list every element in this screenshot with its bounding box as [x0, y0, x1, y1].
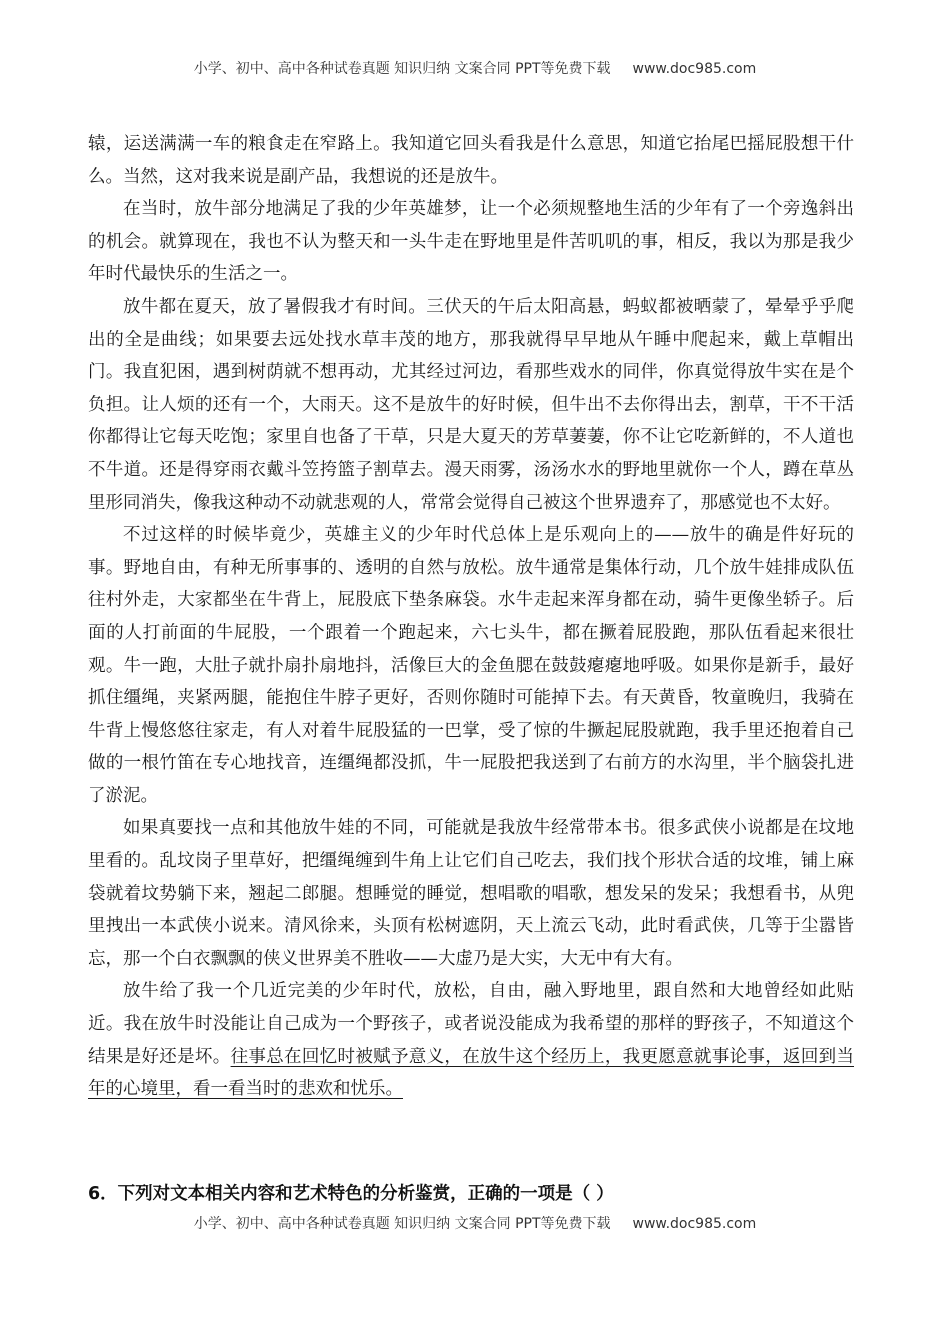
- paragraph-4: 不过这样的时候毕竟少，英雄主义的少年时代总体上是乐观向上的——放牛的确是件好玩的事。野地自由，有种无所事事的、透明的自然与放松。放牛通常是集体行动，几个放牛娃排成队伍往村外走，大家都坐在牛背上，屁股底下垫条麻袋。水牛走起来浑身都在动，骑牛更像坐轿子。后面的人打前面的牛屁股，一个跟着一个跑起来，六七头牛，都在撅着屁股跑，那队伍看起来很壮观。牛一跑，大肚子就扑扇扑扇地抖，活像巨大的金鱼腮在鼓鼓瘪瘪地呼吸。如果你是新手，最好抓住缰绳，夹紧两腿，能抱住牛脖子更好，否则你随时可能掉下去。有天黄昏，牧童晚归，我骑在牛背上慢悠悠往家走，有人对着牛屁股猛的一巴掌，受了惊的牛撅起屁股就跑，我手里还抱着自己做的一根竹笛在专心地找音，连缰绳都没抓，牛一屁股把我送到了右前方的水沟里，半个脑袋扎进了淤泥。: [88, 525, 854, 806]
- paragraph-5: 如果真要找一点和其他放牛娃的不同，可能就是我放牛经常带本书。很多武侠小说都是在坟地里看的。乱坟岗子里草好，把缰绳缠到牛角上让它们自己吃去，我们找个形状合适的坟堆，铺上麻袋就着坟势躺下来，翘起二郎腿。想睡觉的睡觉，想唱歌的唱歌，想发呆的发呆；我想看书，从兜里拽出一本武侠小说来。清风徐来，头顶有松树遮阴，天上流云飞动，此时看武侠，几等于尘嚣皆忘，那一个白衣飘飘的侠义世界美不胜收——大虚乃是大实，大无中有大有。: [88, 818, 854, 969]
- page-header: [0, 58, 950, 78]
- header-text: 小学、初中、高中各种试卷真题 知识归纳 文案合同 PPT等免费下载: [193, 61, 611, 77]
- paragraph-2: 在当时，放牛部分地满足了我的少年英雄梦，让一个必须规整地生活的少年有了一个旁逸斜出的机会。就算现在，我也不认为整天和一头牛走在野地里是件苦叽叽的事，相反，我以为那是我少年时代最快乐的生活之一。: [88, 199, 854, 285]
- question-6: 6．下列对文本相关内容和艺术特色的分析鉴赏，正确的一项是（ ）: [88, 1184, 614, 1204]
- footer-url[interactable]: www.doc985.com: [632, 1216, 757, 1232]
- page-footer: [0, 1213, 950, 1233]
- paragraph-3: 放牛都在夏天，放了暑假我才有时间。三伏天的午后太阳高悬，蚂蚁都被晒蒙了，晕晕乎乎爬出的全是曲线；如果要去远处找水草丰茂的地方，那我就得早早地从午睡中爬起来，戴上草帽出门。我直犯困，遇到树荫就不想再动，尤其经过河边，看那些戏水的同伴，你真觉得放牛实在是个负担。让人烦的还有一个，大雨天。这不是放牛的好时候，但牛出不去你得出去，割草，干不干活你都得让它每天吃饱；家里自也备了干草，只是大夏天的芳草萋萋，你不让它吃新鲜的，不人道也不牛道。还是得穿雨衣戴斗笠挎篮子割草去。漫天雨雾，汤汤水水的野地里就你一个人，蹲在草丛里形同消失，像我这种动不动就悲观的人，常常会觉得自己被这个世界遗弃了，那感觉也不太好。: [88, 296, 854, 513]
- paragraph-1: 辕，运送满满一车的粮食走在窄路上。我知道它回头看我是什么意思，知道它抬尾巴摇屁股想干什么。当然，这对我来说是副产品，我想说的还是放牛。: [88, 134, 854, 187]
- article-body: [88, 128, 854, 1106]
- paragraph-6: [88, 975, 854, 1105]
- header-url[interactable]: www.doc985.com: [632, 61, 757, 77]
- footer-text: 小学、初中、高中各种试卷真题 知识归纳 文案合同 PPT等免费下载: [193, 1216, 611, 1232]
- underlined-sentence: 往事总在回忆时被赋予意义，在放牛这个经历上，我更愿意就事论事，返回到当年的心境里，看一看当时的悲欢和忧乐。: [88, 1046, 855, 1100]
- paragraph-6-text: 放牛给了我一个几近完美的少年时代，放松，自由，融入野地里，跟自然和大地曾经如此贴近。我在放牛时没能让自己成为一个野孩子，或者说没能成为我希望的那样的野孩子，不知道这个结果是好还是坏。: [88, 981, 854, 1067]
